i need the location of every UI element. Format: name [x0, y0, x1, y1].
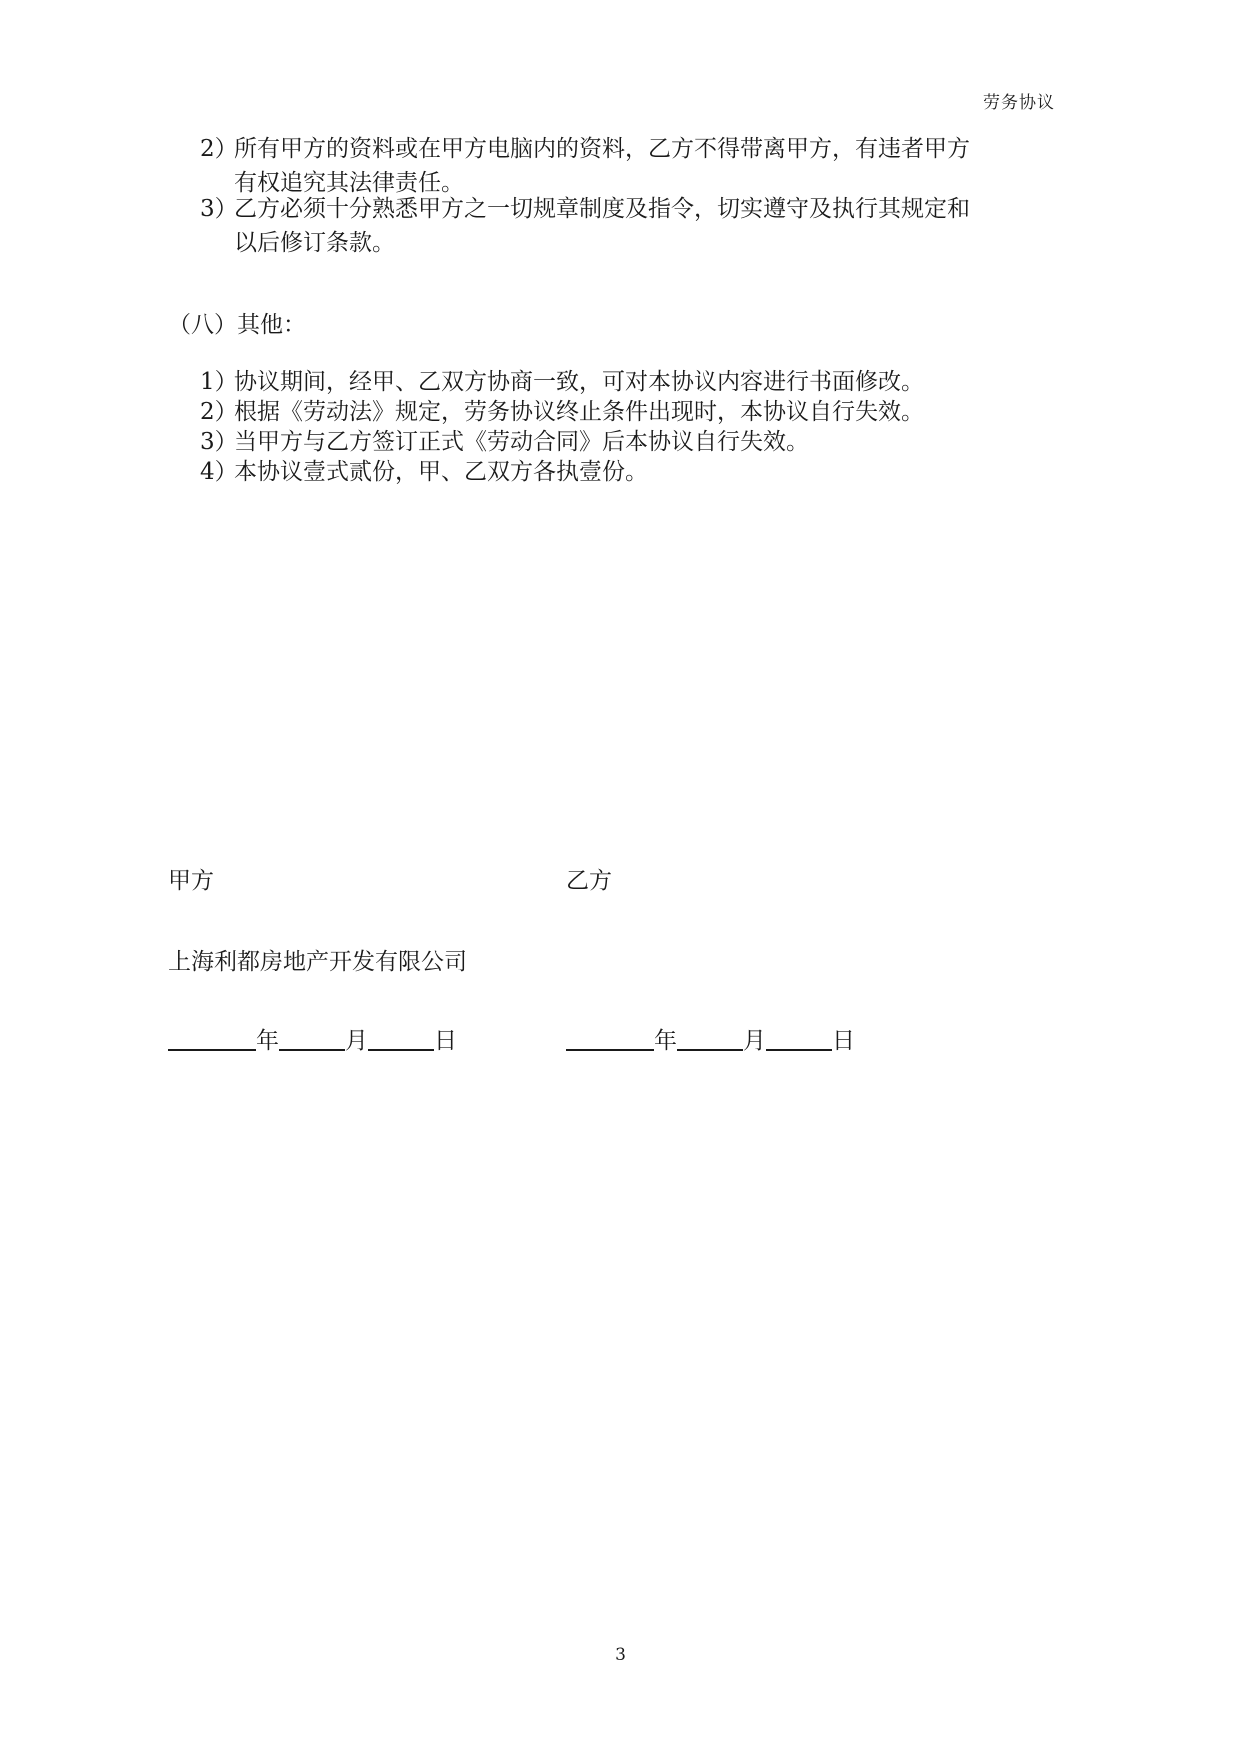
year-label: 年 — [654, 1028, 677, 1054]
clause-text: 本协议壹式贰份，甲、乙双方各执壹份。 — [234, 459, 648, 485]
party-a-date-line — [168, 1022, 457, 1055]
party-b-date-line — [566, 1022, 855, 1055]
party-a-label: 甲方 — [168, 868, 214, 894]
clause-number: 3） — [200, 429, 238, 455]
clause-number: 1） — [200, 369, 238, 395]
clause-text-line: 乙方必须十分熟悉甲方之一切规章制度及指令，切实遵守及执行其规定和 — [234, 196, 970, 222]
clause-number: 2） — [200, 399, 238, 425]
day-label: 日 — [832, 1028, 855, 1054]
clause-text: 当甲方与乙方签订正式《劳动合同》后本协议自行失效。 — [234, 429, 809, 455]
clause-text-line: 所有甲方的资料或在甲方电脑内的资料，乙方不得带离甲方，有违者甲方 — [234, 136, 970, 162]
year-blank — [566, 1025, 654, 1051]
clause-text-line: 有权追究其法律责任。 — [234, 170, 464, 196]
year-label: 年 — [256, 1028, 279, 1054]
day-label: 日 — [434, 1028, 457, 1054]
clause-text: 协议期间，经甲、乙双方协商一致，可对本协议内容进行书面修改。 — [234, 369, 924, 395]
company-name: 上海利都房地产开发有限公司 — [168, 949, 467, 975]
clause-text: 根据《劳动法》规定，劳务协议终止条件出现时，本协议自行失效。 — [234, 399, 924, 425]
month-blank — [279, 1025, 345, 1051]
month-blank — [677, 1025, 743, 1051]
day-blank — [368, 1025, 434, 1051]
page-number: 3 — [615, 1645, 626, 1665]
clause-text-line: 以后修订条款。 — [234, 230, 395, 256]
party-b-label: 乙方 — [566, 868, 612, 894]
month-label: 月 — [345, 1028, 368, 1054]
month-label: 月 — [743, 1028, 766, 1054]
section-heading: （八）其他： — [168, 312, 306, 338]
year-blank — [168, 1025, 256, 1051]
page-header-title: 劳务协议 — [983, 93, 1055, 113]
day-blank — [766, 1025, 832, 1051]
clause-number: 3） — [200, 196, 238, 222]
clause-number: 4） — [200, 459, 238, 485]
clause-number: 2） — [200, 136, 238, 162]
